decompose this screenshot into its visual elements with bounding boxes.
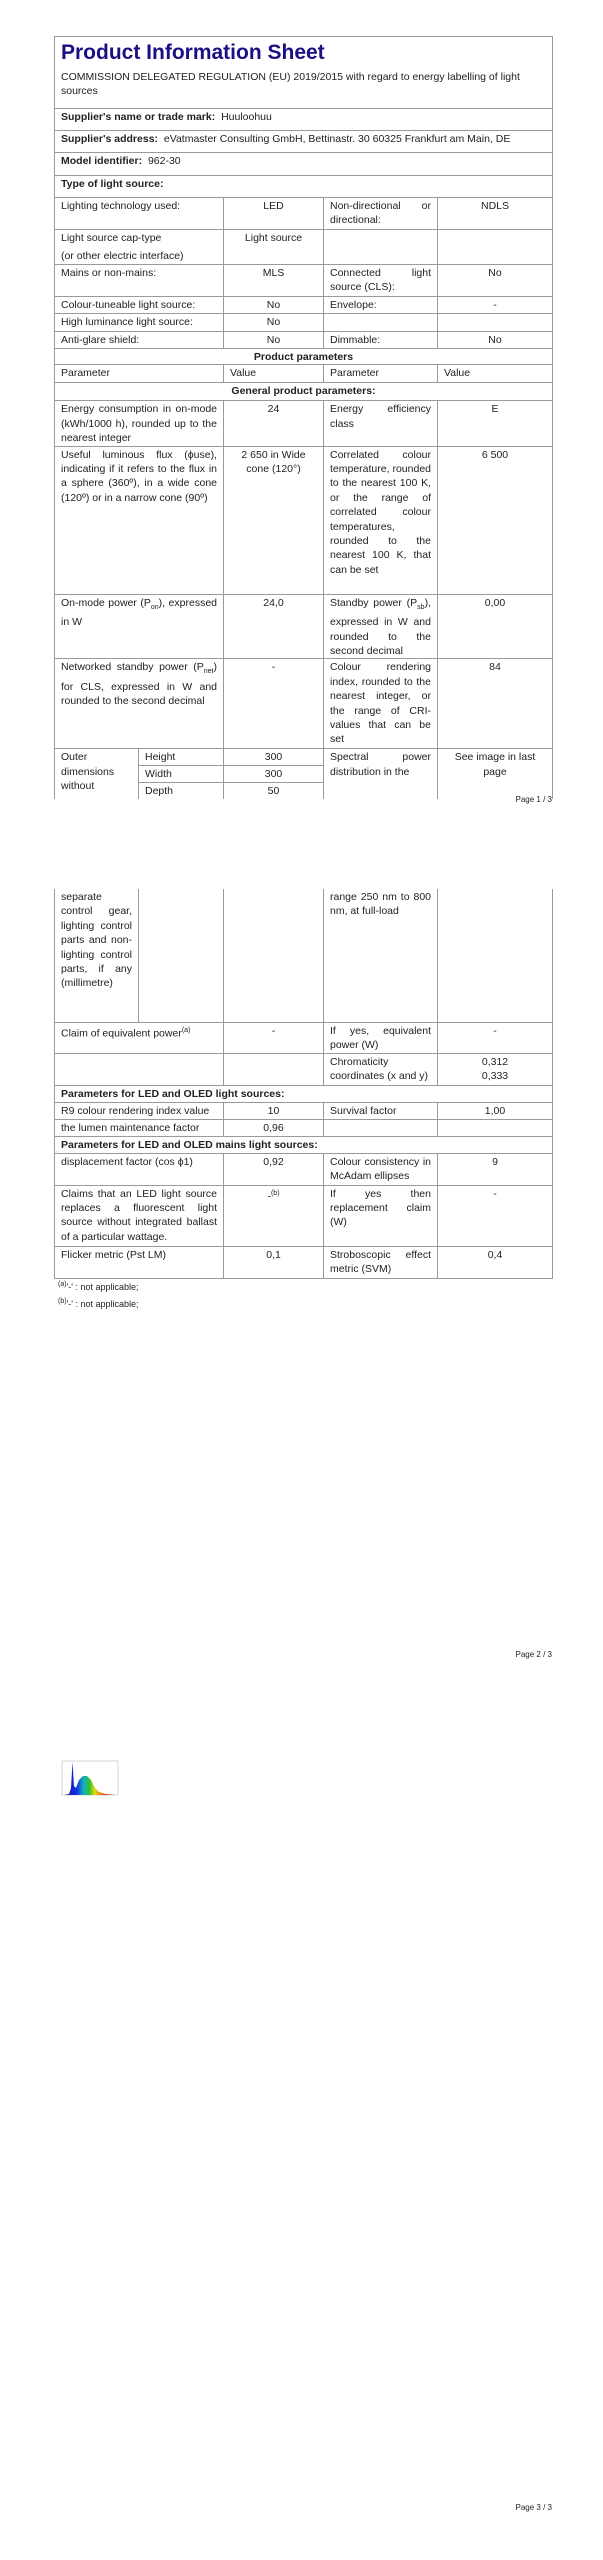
subscript: net: [203, 668, 214, 676]
value-cell: 6 500: [438, 446, 553, 594]
table-row: [55, 594, 553, 659]
width-label: Width: [139, 766, 224, 783]
value-cell: No: [224, 297, 324, 314]
page-number: Page 1 / 3: [515, 795, 552, 804]
spectral-power-distribution-image: [57, 1760, 119, 1798]
chromaticity-x: 0,312: [481, 1055, 509, 1068]
table-row: [55, 889, 553, 1022]
model-label: Model identifier:: [61, 155, 143, 167]
height-label: Height: [139, 749, 224, 766]
table-row: [55, 1053, 553, 1085]
spd-value: See image in last page: [438, 749, 553, 799]
value-cell: -: [438, 1185, 553, 1246]
value-cell: 0,4: [438, 1246, 553, 1278]
column-header: Parameter: [324, 365, 438, 383]
param-cell: Dimmable:: [324, 332, 438, 349]
value-cell: [438, 1053, 553, 1085]
footnote-mark: (a): [58, 1281, 67, 1288]
param-cell: [324, 594, 438, 659]
supplier-address-row: [55, 131, 553, 153]
param-cell: [55, 659, 224, 749]
value-cell: Light source: [224, 230, 324, 265]
value-cell: -: [438, 1022, 553, 1053]
param-cell: Connected light source (CLS):: [324, 265, 438, 297]
supplier-name-row: [55, 109, 553, 131]
param-cell: [324, 314, 438, 332]
text: ), expressed in W and rounded to the second decimal: [330, 596, 431, 657]
height-value: 300: [224, 749, 324, 766]
table-row: [55, 230, 553, 265]
footnote-ref: (a): [181, 1026, 191, 1034]
param-cell: Energy efficiency class: [324, 401, 438, 446]
param-cell: Chromaticity coordinates (x and y): [324, 1053, 438, 1085]
table-row: [55, 1102, 553, 1119]
param-cell: [55, 594, 224, 659]
value-cell: No: [224, 332, 324, 349]
value-cell: 24: [224, 401, 324, 446]
param-cell: Non-directional or directional:: [324, 198, 438, 230]
column-header-row: [55, 365, 553, 383]
value-cell: 0,00: [438, 594, 553, 659]
param-cell: High luminance light source:: [55, 314, 224, 332]
value-cell: 0,1: [224, 1246, 324, 1278]
page-title: Product Information Sheet: [61, 41, 325, 64]
spd-label: Spectral power distribution in the: [324, 749, 438, 799]
param-cell: Colour rendering index, rounded to the nearest integer, or the range of CRI-values that can be set: [324, 659, 438, 749]
regulation-text: COMMISSION DELEGATED REGULATION (EU) 2019/2015 with regard to energy labelling of light sources: [61, 71, 520, 98]
param-cell: Useful luminous flux (ϕuse), indicating if it refers to the flux in a sphere (360º), in a wide cone (120º) or in a narrow cone (90º): [55, 446, 224, 594]
value-cell: 84: [438, 659, 553, 749]
empty-cell: [224, 889, 324, 1022]
page-number: Page 3 / 3: [515, 2503, 552, 2512]
table-row: [55, 1185, 553, 1246]
param-cell: If yes then replacement claim (W): [324, 1185, 438, 1246]
value-cell: No: [438, 332, 553, 349]
value-cell: 1,00: [438, 1102, 553, 1119]
param-cell: Colour-tuneable light source:: [55, 297, 224, 314]
subscript: on: [150, 603, 159, 611]
value-cell: -: [224, 659, 324, 749]
table-row: [55, 446, 553, 594]
type-heading: Type of light source:: [55, 176, 553, 198]
table-row: [55, 265, 553, 297]
page-number: Page 2 / 3: [515, 1650, 552, 1659]
supplier-name-label: Supplier's name or trade mark:: [61, 111, 216, 123]
param-cell: Lighting technology used:: [55, 198, 224, 230]
cap-type-sublabel: (or other electric interface): [61, 250, 184, 263]
footnote-ref: (b): [270, 1189, 280, 1197]
text: On-mode power (P: [61, 596, 151, 609]
value-cell: [438, 314, 553, 332]
empty-cell: [55, 1053, 224, 1085]
value-cell: 0,96: [224, 1119, 324, 1136]
table-row: [55, 297, 553, 314]
supplier-name: Huuloohuu: [221, 111, 272, 123]
column-header: Value: [438, 365, 553, 383]
value-cell: [438, 1119, 553, 1136]
model-row: [55, 153, 553, 176]
footnote-b: [58, 1298, 139, 1309]
empty-cell: [139, 889, 224, 1022]
table-row: [55, 1022, 553, 1053]
param-cell: [55, 230, 224, 265]
footnote-a: [58, 1281, 139, 1292]
column-header: Value: [224, 365, 324, 383]
table-row: [55, 1246, 553, 1278]
led-parameters-heading: Parameters for LED and OLED light sources:: [55, 1085, 553, 1102]
value-cell: 10: [224, 1102, 324, 1119]
mains-parameters-heading: Parameters for LED and OLED mains light sources:: [55, 1136, 553, 1153]
text: ), expressed in W: [61, 596, 218, 629]
param-cell: [324, 1119, 438, 1136]
value-cell: NDLS: [438, 198, 553, 230]
table-row: [55, 401, 553, 446]
value-cell: No: [224, 314, 324, 332]
value-cell: [224, 1185, 324, 1246]
value-cell: E: [438, 401, 553, 446]
table-row: [55, 314, 553, 332]
cap-type-label: Light source cap-type: [61, 232, 162, 244]
value-cell: [438, 230, 553, 265]
param-cell: Stroboscopic effect metric (SVM): [324, 1246, 438, 1278]
value-cell: -: [438, 297, 553, 314]
value-cell: 9: [438, 1153, 553, 1185]
chromaticity-y: 0,333: [481, 1069, 509, 1082]
table-row: [55, 332, 553, 349]
value-cell: 2 650 in Wide cone (120°): [224, 446, 324, 594]
param-cell: Flicker metric (Pst LM): [55, 1246, 224, 1278]
width-value: 300: [224, 766, 324, 783]
text: Networked standby power (P: [61, 661, 204, 674]
depth-value: 50: [224, 783, 324, 799]
param-cell: [55, 1022, 224, 1053]
footnote-text: '-' : not applicable;: [66, 1282, 139, 1292]
supplier-address: eVatmaster Consulting GmbH, Bettinastr. 30 60325 Frankfurt am Main, DE: [163, 133, 511, 145]
param-cell: displacement factor (cos ϕ1): [55, 1153, 224, 1185]
param-cell: Survival factor: [324, 1102, 438, 1119]
param-cell: the lumen maintenance factor: [55, 1119, 224, 1136]
param-cell: If yes, equivalent power (W): [324, 1022, 438, 1053]
footnote-mark: (b): [58, 1298, 67, 1305]
param-cell: Claims that an LED light source replaces a fluorescent light source without integrated ballast of a particular wattage.: [55, 1185, 224, 1246]
empty-cell: [438, 889, 553, 1022]
param-cell: Energy consumption in on-mode (kWh/1000 h), rounded up to the nearest integer: [55, 401, 224, 446]
text: Standby power (P: [330, 596, 418, 609]
param-cell: R9 colour rendering index value: [55, 1102, 224, 1119]
param-cell: Colour consistency in McAdam ellipses: [324, 1153, 438, 1185]
text: Claim of equivalent power: [61, 1027, 182, 1039]
param-cell: Anti-glare shield:: [55, 332, 224, 349]
value-cell: MLS: [224, 265, 324, 297]
depth-label: Depth: [139, 783, 224, 799]
model-identifier: 962-30: [147, 155, 181, 167]
param-cell: Mains or non-mains:: [55, 265, 224, 297]
empty-cell: [224, 1053, 324, 1085]
table-row: [55, 749, 553, 766]
text: -: [267, 1190, 271, 1202]
table-row: [55, 198, 553, 230]
general-parameters-heading: General product parameters:: [55, 383, 553, 401]
value-cell: 24,0: [224, 594, 324, 659]
table-row: [55, 1119, 553, 1136]
product-info-table-page-1: [54, 36, 553, 799]
value-cell: No: [438, 265, 553, 297]
param-cell: Envelope:: [324, 297, 438, 314]
product-parameters-heading: Product parameters: [55, 349, 553, 365]
param-cell: [324, 230, 438, 265]
text: ) for CLS, expressed in W and rounded to the second decimal: [61, 661, 217, 708]
value-cell: 0,92: [224, 1153, 324, 1185]
param-cell: Correlated colour temperature, rounded to the nearest 100 K, or the range of correlated colour temperatures, rounded to the nearest 100 K, that can be set: [324, 446, 438, 594]
spd-label-cont: range 250 nm to 800 nm, at full-load: [324, 889, 438, 1022]
value-cell: LED: [224, 198, 324, 230]
column-header: Parameter: [55, 365, 224, 383]
table-row: [55, 1153, 553, 1185]
product-info-table-page-2: [54, 889, 553, 1279]
subscript: sb: [417, 603, 425, 611]
value-cell: -: [224, 1022, 324, 1053]
outer-dimensions-label-cont: separate control gear, lighting control parts and non-lighting control parts, if any (millimetre): [55, 889, 139, 1022]
outer-dimensions-label: Outer dimensions without: [55, 749, 139, 799]
table-row: [55, 659, 553, 749]
footnote-text: '-' : not applicable;: [66, 1299, 139, 1309]
header-cell: [55, 37, 553, 109]
supplier-address-label: Supplier's address:: [61, 133, 159, 145]
